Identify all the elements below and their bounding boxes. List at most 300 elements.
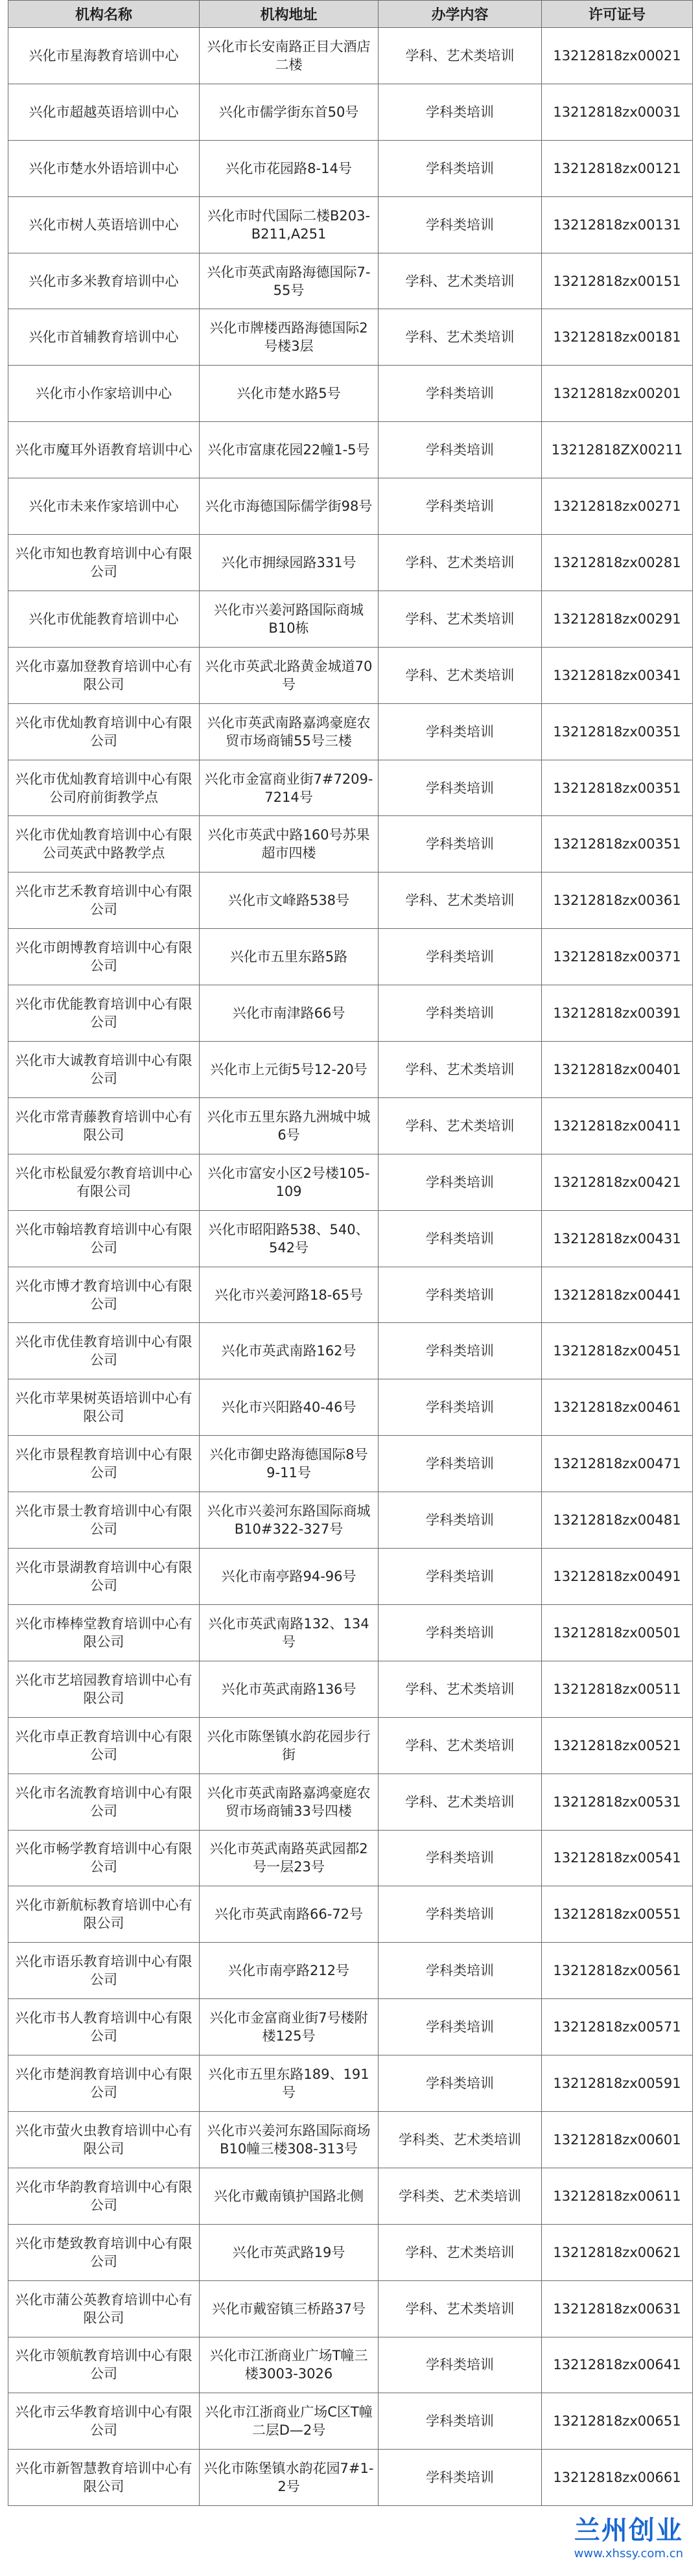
license-number-text: 13212818zx00461 bbox=[553, 1399, 681, 1416]
table-row bbox=[8, 2280, 693, 2337]
table-row bbox=[8, 309, 693, 366]
institution-name-cell bbox=[8, 1830, 200, 1886]
teaching-content-cell bbox=[379, 253, 542, 309]
institution-name-text: 兴化市畅学教育培训中心有限公司 bbox=[15, 1841, 192, 1875]
institution-address-text: 兴化市五里东路5路 bbox=[229, 949, 348, 965]
table-row bbox=[8, 929, 693, 985]
institution-name-cell bbox=[8, 1549, 200, 1605]
institution-name-text: 兴化市景湖教育培训中心有限公司 bbox=[15, 1559, 192, 1593]
teaching-content-text: 学科类培训 bbox=[426, 1906, 494, 1923]
license-number-cell bbox=[542, 140, 693, 196]
institution-name-cell bbox=[8, 2450, 200, 2506]
license-number-text: 13212818zx00481 bbox=[553, 1512, 681, 1528]
institution-address-text: 兴化市富康花园22幢1-5号 bbox=[207, 442, 370, 458]
teaching-content-cell bbox=[379, 1097, 542, 1154]
institution-name-cell bbox=[8, 2337, 200, 2393]
institution-name-cell bbox=[8, 535, 200, 591]
table-row bbox=[8, 1097, 693, 1154]
license-number-text: 13212818zx00181 bbox=[553, 329, 681, 345]
institution-address-text: 兴化市陈堡镇水韵花园7#1-2号 bbox=[204, 2461, 374, 2495]
teaching-content-cell bbox=[379, 1267, 542, 1323]
license-number-text: 13212818zx00651 bbox=[553, 2413, 681, 2430]
teaching-content-cell bbox=[379, 2055, 542, 2112]
teaching-content-text: 学科类培训 bbox=[426, 1568, 494, 1584]
teaching-content-text: 学科类培训 bbox=[426, 386, 494, 402]
teaching-content-cell bbox=[379, 647, 542, 703]
license-number-text: 13212818ZX00211 bbox=[551, 442, 683, 458]
institution-name-cell bbox=[8, 929, 200, 985]
teaching-content-text: 学科、艺术类培训 bbox=[405, 1794, 515, 1810]
table-row bbox=[8, 1604, 693, 1661]
institution-address-cell bbox=[200, 591, 379, 647]
institution-address-text: 兴化市长安南路正目大酒店二楼 bbox=[207, 38, 371, 73]
table-row bbox=[8, 1323, 693, 1379]
license-number-cell bbox=[542, 1661, 693, 1717]
license-number-text: 13212818zx00511 bbox=[553, 1681, 681, 1697]
table-row bbox=[8, 872, 693, 929]
teaching-content-cell bbox=[379, 1604, 542, 1661]
license-number-text: 13212818zx00121 bbox=[553, 160, 681, 176]
license-number-cell bbox=[542, 2055, 693, 2112]
institution-address-text: 兴化市五里东路九洲城中城6号 bbox=[207, 1108, 371, 1143]
institution-address-text: 兴化市时代国际二楼B203-B211,A251 bbox=[207, 207, 371, 242]
license-number-text: 13212818zx00501 bbox=[553, 1624, 681, 1641]
license-number-text: 13212818zx00441 bbox=[553, 1287, 681, 1303]
license-number-text: 13212818zx00611 bbox=[553, 2188, 681, 2204]
institution-name-cell bbox=[8, 422, 200, 478]
license-number-cell bbox=[542, 366, 693, 422]
institution-address-cell bbox=[200, 816, 379, 872]
teaching-content-text: 学科、艺术类培训 bbox=[405, 47, 515, 64]
institution-address-cell bbox=[200, 1661, 379, 1717]
teaching-content-cell bbox=[379, 2168, 542, 2224]
institution-name-cell bbox=[8, 1661, 200, 1717]
license-number-cell bbox=[542, 1492, 693, 1549]
license-number-cell bbox=[542, 1042, 693, 1098]
institution-name-cell bbox=[8, 2055, 200, 2112]
teaching-content-cell bbox=[379, 1379, 542, 1436]
teaching-content-text: 学科类培训 bbox=[426, 104, 494, 120]
institution-name-text: 兴化市星海教育培训中心 bbox=[29, 47, 179, 64]
institution-address-cell bbox=[200, 1886, 379, 1943]
table-row bbox=[8, 2450, 693, 2506]
license-number-cell bbox=[542, 478, 693, 535]
institution-name-text: 兴化市优灿教育培训中心有限公司 bbox=[15, 714, 192, 749]
institution-name-text: 兴化市优能教育培训中心 bbox=[29, 611, 179, 627]
license-number-text: 13212818zx00151 bbox=[553, 273, 681, 289]
institution-address-cell bbox=[200, 1097, 379, 1154]
table-row bbox=[8, 647, 693, 703]
institution-name-cell bbox=[8, 985, 200, 1042]
license-number-cell bbox=[542, 1323, 693, 1379]
institution-name-text: 兴化市翰培教育培训中心有限公司 bbox=[15, 1221, 192, 1256]
institution-name-text: 兴化市优灿教育培训中心有限公司府前街教学点 bbox=[15, 771, 192, 805]
institution-name-cell bbox=[8, 2224, 200, 2280]
license-number-cell bbox=[542, 985, 693, 1042]
institution-name-cell bbox=[8, 28, 200, 84]
institution-address-text: 兴化市儒学街东首50号 bbox=[218, 104, 359, 120]
institution-name-text: 兴化市博才教育培训中心有限公司 bbox=[15, 1278, 192, 1312]
institution-name-text: 兴化市知也教育培训中心有限公司 bbox=[15, 545, 192, 580]
institution-address-text: 兴化市江浙商业广场T幢三楼3003-3026 bbox=[209, 2348, 368, 2382]
teaching-content-cell bbox=[379, 1436, 542, 1492]
teaching-content-text: 学科类培训 bbox=[426, 1174, 494, 1190]
institution-name-cell bbox=[8, 703, 200, 760]
institution-name-text: 兴化市卓正教育培训中心有限公司 bbox=[15, 1728, 192, 1762]
teaching-content-text: 学科类培训 bbox=[426, 949, 494, 965]
institution-address-text: 兴化市江浙商业广场C区T幢二层D—2号 bbox=[205, 2404, 373, 2439]
teaching-content-cell bbox=[379, 1943, 542, 1999]
table-row bbox=[8, 2393, 693, 2450]
table-row bbox=[8, 1886, 693, 1943]
table-row bbox=[8, 2337, 693, 2393]
institution-name-text: 兴化市语乐教育培训中心有限公司 bbox=[15, 1954, 192, 1988]
license-number-text: 13212818zx00551 bbox=[553, 1906, 681, 1923]
license-number-cell bbox=[542, 1830, 693, 1886]
license-number-text: 13212818zx00351 bbox=[553, 723, 681, 740]
institution-name-cell bbox=[8, 2280, 200, 2337]
institution-address-text: 兴化市英武南路162号 bbox=[221, 1343, 356, 1359]
license-number-text: 13212818zx00521 bbox=[553, 1737, 681, 1753]
license-number-cell bbox=[542, 1549, 693, 1605]
license-number-cell bbox=[542, 2224, 693, 2280]
institution-address-cell bbox=[200, 647, 379, 703]
institution-address-cell bbox=[200, 84, 379, 140]
institution-name-cell bbox=[8, 1717, 200, 1774]
teaching-content-cell bbox=[379, 28, 542, 84]
teaching-content-text: 学科类培训 bbox=[426, 1850, 494, 1866]
table-row bbox=[8, 196, 693, 253]
institution-address-text: 兴化市英武南路66-72号 bbox=[214, 1906, 364, 1923]
table-row bbox=[8, 591, 693, 647]
teaching-content-cell bbox=[379, 478, 542, 535]
institution-address-text: 兴化市楚水路5号 bbox=[237, 386, 341, 402]
institution-address-cell bbox=[200, 1943, 379, 1999]
teaching-content-text: 学科、艺术类培训 bbox=[405, 2301, 515, 2317]
license-number-text: 13212818zx00661 bbox=[553, 2470, 681, 2486]
teaching-content-cell bbox=[379, 1042, 542, 1098]
institution-name-cell bbox=[8, 816, 200, 872]
table-row bbox=[8, 1154, 693, 1210]
institution-address-text: 兴化市金富商业街7号楼附楼125号 bbox=[209, 2010, 368, 2044]
institution-name-cell bbox=[8, 1379, 200, 1436]
institution-address-text: 兴化市英武南路英武园都2号一层23号 bbox=[209, 1841, 368, 1875]
teaching-content-cell bbox=[379, 2280, 542, 2337]
institution-name-text: 兴化市楚水外语培训中心 bbox=[29, 160, 179, 176]
teaching-content-cell bbox=[379, 703, 542, 760]
teaching-content-cell bbox=[379, 2224, 542, 2280]
institution-name-text: 兴化市优能教育培训中心有限公司 bbox=[15, 996, 192, 1031]
institution-address-text: 兴化市兴阳路40-46号 bbox=[221, 1399, 356, 1416]
institution-name-cell bbox=[8, 2168, 200, 2224]
license-number-cell bbox=[542, 309, 693, 366]
teaching-content-text: 学科类培训 bbox=[426, 723, 494, 740]
institution-name-cell bbox=[8, 591, 200, 647]
teaching-content-text: 学科、艺术类培训 bbox=[405, 893, 515, 909]
table-row bbox=[8, 2111, 693, 2168]
institution-name-text: 兴化市新航标教育培训中心有限公司 bbox=[15, 1897, 192, 1932]
license-number-cell bbox=[542, 2393, 693, 2450]
license-number-cell bbox=[542, 1717, 693, 1774]
teaching-content-cell bbox=[379, 1886, 542, 1943]
table-row bbox=[8, 1210, 693, 1267]
teaching-content-cell bbox=[379, 985, 542, 1042]
institution-address-cell bbox=[200, 872, 379, 929]
table-row bbox=[8, 1943, 693, 1999]
teaching-content-cell bbox=[379, 196, 542, 253]
license-number-cell bbox=[542, 1774, 693, 1830]
institution-name-text: 兴化市小作家培训中心 bbox=[36, 386, 172, 402]
teaching-content-text: 学科类培训 bbox=[426, 2470, 494, 2486]
institution-name-text: 兴化市大诚教育培训中心有限公司 bbox=[15, 1052, 192, 1086]
institution-name-cell bbox=[8, 366, 200, 422]
teaching-content-cell bbox=[379, 1154, 542, 1210]
license-number-text: 13212818zx00201 bbox=[553, 386, 681, 402]
institution-name-text: 兴化市树人英语培训中心 bbox=[29, 217, 179, 233]
table-row bbox=[8, 1379, 693, 1436]
license-number-text: 13212818zx00281 bbox=[553, 554, 681, 570]
license-number-text: 13212818zx00271 bbox=[553, 498, 681, 515]
institution-address-cell bbox=[200, 1717, 379, 1774]
teaching-content-cell bbox=[379, 760, 542, 816]
table-row bbox=[8, 760, 693, 816]
teaching-content-text: 学科类培训 bbox=[426, 780, 494, 796]
institution-name-text: 兴化市楚致教育培训中心有限公司 bbox=[15, 2235, 192, 2269]
table-row bbox=[8, 1492, 693, 1549]
header-institution-name: 机构名称 bbox=[8, 1, 200, 28]
institution-address-text: 兴化市兴姜河东路国际商场B10幢三楼308-313号 bbox=[207, 2122, 371, 2157]
teaching-content-cell bbox=[379, 1210, 542, 1267]
license-number-text: 13212818zx00031 bbox=[553, 104, 681, 120]
institution-name-text: 兴化市领航教育培训中心有限公司 bbox=[15, 2348, 192, 2382]
institution-name-text: 兴化市艺培园教育培训中心有限公司 bbox=[15, 1672, 192, 1706]
institution-address-cell bbox=[200, 309, 379, 366]
license-number-cell bbox=[542, 591, 693, 647]
teaching-content-cell bbox=[379, 1492, 542, 1549]
teaching-content-cell bbox=[379, 535, 542, 591]
license-number-cell bbox=[542, 422, 693, 478]
license-number-text: 13212818zx00361 bbox=[553, 893, 681, 909]
license-number-text: 13212818zx00021 bbox=[553, 47, 681, 64]
license-number-text: 13212818zx00471 bbox=[553, 1456, 681, 1472]
institution-name-cell bbox=[8, 140, 200, 196]
license-number-cell bbox=[542, 1379, 693, 1436]
teaching-content-text: 学科类培训 bbox=[426, 1512, 494, 1528]
institution-name-cell bbox=[8, 478, 200, 535]
table-row bbox=[8, 703, 693, 760]
institution-name-cell bbox=[8, 1042, 200, 1098]
table-row bbox=[8, 2168, 693, 2224]
teaching-content-cell bbox=[379, 1830, 542, 1886]
institution-address-cell bbox=[200, 2111, 379, 2168]
institution-address-cell bbox=[200, 1604, 379, 1661]
institution-address-cell bbox=[200, 28, 379, 84]
institution-address-text: 兴化市英武北路黄金城道70号 bbox=[205, 658, 373, 692]
teaching-content-cell bbox=[379, 140, 542, 196]
table-row bbox=[8, 1267, 693, 1323]
watermark-brand: 兰州创业 bbox=[574, 2516, 683, 2546]
institution-address-cell bbox=[200, 760, 379, 816]
license-number-text: 13212818zx00341 bbox=[553, 667, 681, 683]
institution-address-cell bbox=[200, 1774, 379, 1830]
institution-name-text: 兴化市萤火虫教育培训中心有限公司 bbox=[15, 2122, 192, 2157]
institution-address-cell bbox=[200, 2168, 379, 2224]
teaching-content-text: 学科、艺术类培训 bbox=[405, 2244, 515, 2260]
teaching-content-cell bbox=[379, 2337, 542, 2393]
institution-name-cell bbox=[8, 253, 200, 309]
teaching-content-cell bbox=[379, 1549, 542, 1605]
institution-address-cell bbox=[200, 1323, 379, 1379]
institution-address-text: 兴化市英武中路160号苏果超市四楼 bbox=[207, 827, 370, 861]
header-institution-address: 机构地址 bbox=[200, 1, 379, 28]
institution-address-text: 兴化市牌楼西路海德国际2号楼3层 bbox=[209, 320, 368, 355]
institution-address-text: 兴化市富安小区2号楼105-109 bbox=[207, 1165, 370, 1199]
institution-name-cell bbox=[8, 2393, 200, 2450]
institution-name-text: 兴化市朗博教育培训中心有限公司 bbox=[15, 940, 192, 974]
institution-address-cell bbox=[200, 1549, 379, 1605]
teaching-content-cell bbox=[379, 591, 542, 647]
teaching-content-cell bbox=[379, 309, 542, 366]
table-row bbox=[8, 1774, 693, 1830]
license-number-cell bbox=[542, 1886, 693, 1943]
teaching-content-text: 学科、艺术类培训 bbox=[405, 1061, 515, 1077]
institution-address-text: 兴化市戴窑镇三桥路37号 bbox=[212, 2301, 366, 2317]
teaching-content-cell bbox=[379, 872, 542, 929]
license-number-text: 13212818zx00401 bbox=[553, 1061, 681, 1077]
teaching-content-text: 学科类培训 bbox=[426, 1456, 494, 1472]
teaching-content-text: 学科、艺术类培训 bbox=[405, 611, 515, 627]
institution-name-text: 兴化市优灿教育培训中心有限公司英武中路教学点 bbox=[15, 827, 192, 861]
site-watermark bbox=[570, 2509, 687, 2562]
institution-name-cell bbox=[8, 872, 200, 929]
institution-name-text: 兴化市景程教育培训中心有限公司 bbox=[15, 1447, 192, 1481]
institution-address-cell bbox=[200, 535, 379, 591]
license-number-cell bbox=[542, 1999, 693, 2055]
institution-address-cell bbox=[200, 1999, 379, 2055]
institution-address-cell bbox=[200, 140, 379, 196]
table-row bbox=[8, 2224, 693, 2280]
teaching-content-text: 学科类培训 bbox=[426, 2019, 494, 2035]
institution-address-cell bbox=[200, 366, 379, 422]
table-row bbox=[8, 28, 693, 84]
institution-name-cell bbox=[8, 1210, 200, 1267]
institution-address-text: 兴化市上元街5号12-20号 bbox=[210, 1061, 368, 1077]
institution-address-text: 兴化市英武南路嘉鸿豪庭农贸市场商铺33号四楼 bbox=[207, 1785, 371, 1819]
institution-name-text: 兴化市名流教育培训中心有限公司 bbox=[15, 1785, 192, 1819]
teaching-content-text: 学科、艺术类培训 bbox=[405, 273, 515, 289]
table-row bbox=[8, 1661, 693, 1717]
teaching-content-text: 学科类培训 bbox=[426, 1343, 494, 1359]
teaching-content-text: 学科类培训 bbox=[426, 2076, 494, 2091]
license-number-cell bbox=[542, 2168, 693, 2224]
license-number-text: 13212818zx00291 bbox=[553, 611, 681, 627]
teaching-content-text: 学科类培训 bbox=[426, 1624, 494, 1641]
institution-address-cell bbox=[200, 422, 379, 478]
institution-name-text: 兴化市未来作家培训中心 bbox=[29, 498, 179, 515]
table-row bbox=[8, 535, 693, 591]
license-number-text: 13212818zx00621 bbox=[553, 2244, 681, 2260]
teaching-content-cell bbox=[379, 366, 542, 422]
institution-name-cell bbox=[8, 760, 200, 816]
table-row bbox=[8, 2055, 693, 2112]
institution-name-cell bbox=[8, 196, 200, 253]
institution-name-cell bbox=[8, 647, 200, 703]
institution-name-cell bbox=[8, 2111, 200, 2168]
table-row bbox=[8, 1549, 693, 1605]
teaching-content-text: 学科类培训 bbox=[426, 498, 494, 515]
teaching-content-cell bbox=[379, 1661, 542, 1717]
institution-address-text: 兴化市海德国际儒学街98号 bbox=[205, 498, 373, 515]
license-number-text: 13212818zx00531 bbox=[553, 1794, 681, 1810]
license-number-cell bbox=[542, 929, 693, 985]
teaching-content-text: 学科类培训 bbox=[426, 217, 494, 233]
watermark-url: www.xhssy.com.cn bbox=[574, 2547, 683, 2560]
teaching-content-cell bbox=[379, 2111, 542, 2168]
table-row bbox=[8, 985, 693, 1042]
teaching-content-cell bbox=[379, 2450, 542, 2506]
teaching-content-text: 学科、艺术类培训 bbox=[405, 1737, 515, 1753]
institution-address-cell bbox=[200, 929, 379, 985]
institution-address-cell bbox=[200, 1436, 379, 1492]
institution-address-text: 兴化市兴姜河路国际商城B10栋 bbox=[214, 602, 364, 636]
teaching-content-cell bbox=[379, 816, 542, 872]
license-number-cell bbox=[542, 2280, 693, 2337]
license-number-cell bbox=[542, 816, 693, 872]
institution-name-cell bbox=[8, 1436, 200, 1492]
institution-address-text: 兴化市昭阳路538、540、542号 bbox=[208, 1221, 369, 1256]
header-license-number: 许可证号 bbox=[542, 1, 693, 28]
institution-name-text: 兴化市多米教育培训中心 bbox=[29, 273, 179, 289]
license-number-text: 13212818zx00131 bbox=[553, 217, 681, 233]
institution-address-cell bbox=[200, 1379, 379, 1436]
teaching-content-text: 学科类培训 bbox=[426, 836, 494, 852]
teaching-content-text: 学科、艺术类培训 bbox=[405, 1118, 515, 1134]
teaching-content-cell bbox=[379, 1774, 542, 1830]
institution-address-cell bbox=[200, 478, 379, 535]
institution-name-text: 兴化市景士教育培训中心有限公司 bbox=[15, 1503, 192, 1538]
license-number-cell bbox=[542, 196, 693, 253]
institution-name-cell bbox=[8, 84, 200, 140]
teaching-content-cell bbox=[379, 1717, 542, 1774]
license-number-text: 13212818zx00601 bbox=[553, 2131, 681, 2148]
institution-name-text: 兴化市嘉加登教育培训中心有限公司 bbox=[15, 658, 192, 692]
institution-name-cell bbox=[8, 1886, 200, 1943]
institution-address-cell bbox=[200, 253, 379, 309]
institution-address-text: 兴化市英武南路132、134号 bbox=[208, 1615, 369, 1650]
table-row bbox=[8, 1999, 693, 2055]
teaching-content-cell bbox=[379, 929, 542, 985]
institution-name-cell bbox=[8, 309, 200, 366]
table-row bbox=[8, 140, 693, 196]
institution-address-cell bbox=[200, 1210, 379, 1267]
license-number-cell bbox=[542, 872, 693, 929]
table-header-row bbox=[8, 1, 693, 28]
institution-name-cell bbox=[8, 1774, 200, 1830]
teaching-content-text: 学科、艺术类培训 bbox=[405, 667, 515, 683]
license-number-cell bbox=[542, 28, 693, 84]
institution-name-text: 兴化市苹果树英语培训中心有限公司 bbox=[15, 1390, 192, 1425]
institution-address-text: 兴化市金富商业街7#7209-7214号 bbox=[204, 771, 373, 805]
institution-name-text: 兴化市首辅教育培训中心 bbox=[29, 329, 179, 345]
institution-address-cell bbox=[200, 2055, 379, 2112]
institution-name-text: 兴化市松鼠爱尔教育培训中心有限公司 bbox=[15, 1165, 192, 1199]
license-number-text: 13212818zx00391 bbox=[553, 1005, 681, 1022]
institution-address-cell bbox=[200, 703, 379, 760]
teaching-content-text: 学科、艺术类培训 bbox=[405, 329, 515, 345]
institution-name-cell bbox=[8, 1999, 200, 2055]
institution-address-text: 兴化市南津路66号 bbox=[232, 1005, 345, 1022]
institution-address-text: 兴化市英武南路136号 bbox=[221, 1681, 356, 1697]
